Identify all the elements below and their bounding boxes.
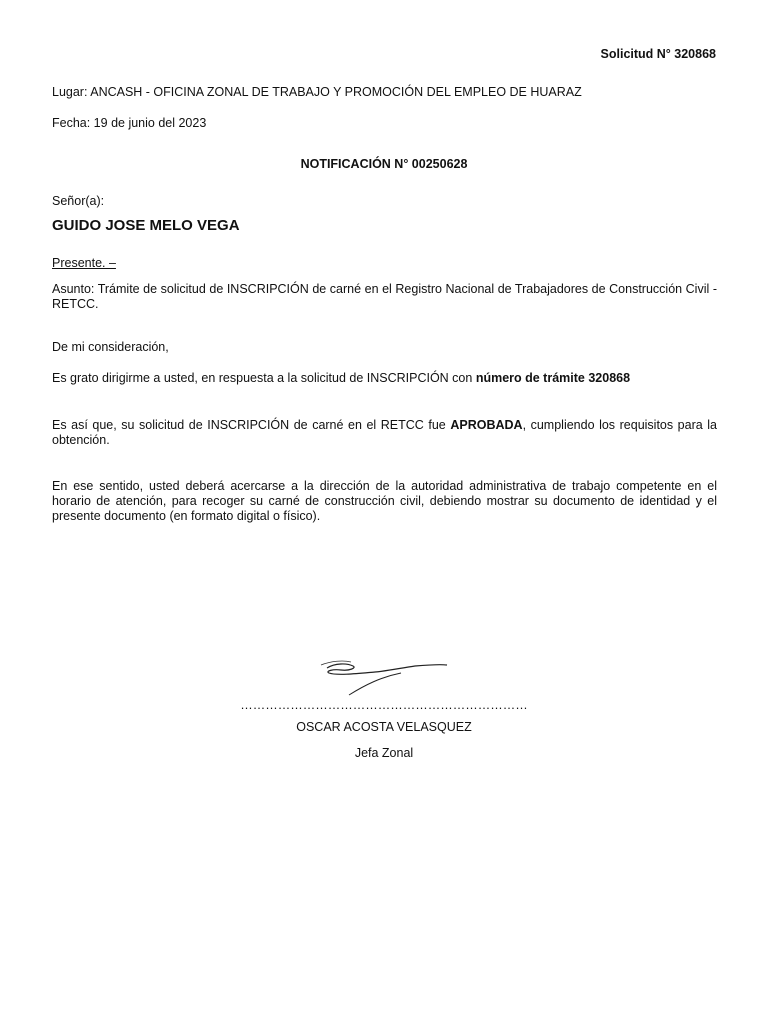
- signature-line: ……………………………………………………………: [240, 698, 528, 712]
- notification-title: NOTIFICACIÓN N° 00250628: [300, 157, 468, 171]
- asunto-paragraph: Asunto: Trámite de solicitud de INSCRIPCIÓN de carné en el Registro Nacional de Trabajadores de Construcción Civil - RETCC.: [52, 282, 717, 311]
- consideracion-line: De mi consideración,: [52, 340, 169, 354]
- signer-title: Jefa Zonal: [354, 746, 414, 760]
- signer-name: OSCAR ACOSTA VELASQUEZ: [296, 720, 472, 734]
- asi-text-1: Es así que, su solicitud de INSCRIPCIÓN de carné en el RETCC fue: [52, 418, 451, 432]
- recipient-name: GUIDO JOSE MELO VEGA: [52, 217, 240, 234]
- tramite-number: número de trámite 320868: [475, 371, 631, 385]
- asi-text-2: , cumpliendo los requisitos para la obtención.: [52, 418, 717, 447]
- aprobada-paragraph: [52, 418, 717, 448]
- salutation: Señor(a):: [52, 194, 105, 208]
- handwritten-signature: [305, 635, 465, 705]
- fecha-line: Fecha: 19 de junio del 2023: [52, 116, 207, 130]
- grato-text: Es grato dirigirme a usted, en respuesta a la solicitud de INSCRIPCIÓN con: [52, 371, 476, 385]
- sentido-paragraph: En ese sentido, usted deberá acercarse a la dirección de la autoridad administrativa de trabajo competente en el horario de atención, para recoger su carné de construcción civil, debiendo mostrar su documento de identidad y el presente documento (en formato digital o físico).: [52, 479, 717, 523]
- solicitud-number: Solicitud N° 320868: [600, 47, 716, 61]
- presente-line: Presente. –: [52, 256, 116, 270]
- lugar-line: Lugar: ANCASH - OFICINA ZONAL DE TRABAJO Y PROMOCIÓN DEL EMPLEO DE HUARAZ: [52, 85, 582, 99]
- aprobada-status: APROBADA: [450, 418, 523, 432]
- grato-paragraph: [52, 371, 717, 386]
